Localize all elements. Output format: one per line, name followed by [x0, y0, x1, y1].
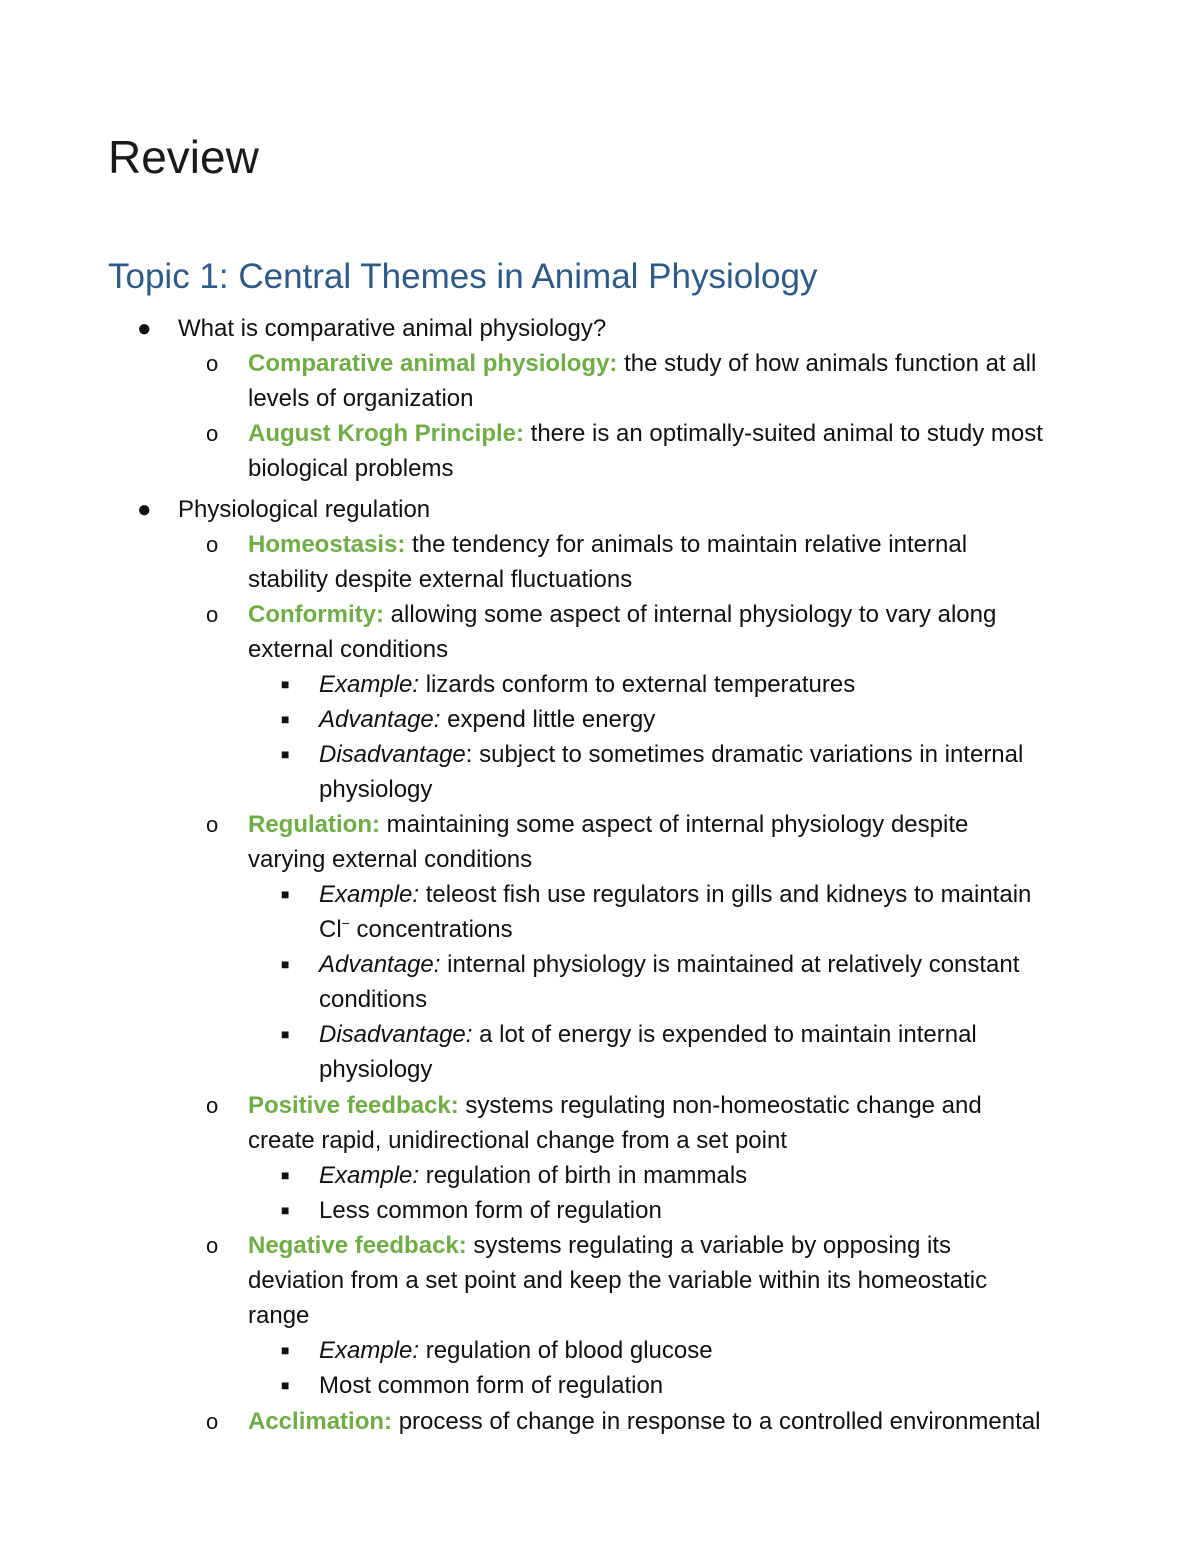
term-label: Conformity:: [248, 601, 384, 628]
bullet-l3: ■: [281, 1167, 290, 1183]
list-item: [248, 1404, 1040, 1439]
advantage-label: Advantage:: [319, 706, 441, 733]
list-item: [319, 877, 1031, 912]
definition-text: the study of how animals function at all: [617, 350, 1037, 377]
list-item: [319, 737, 1023, 772]
chloride-symbol: Cl: [319, 916, 342, 943]
example-text: concentrations: [349, 916, 513, 943]
list-item: [319, 1158, 747, 1193]
term-label: Positive feedback:: [248, 1092, 459, 1119]
example-text: lizards conform to external temperatures: [419, 671, 856, 698]
list-item: Less common form of regulation: [319, 1197, 662, 1224]
bullet-l3: ■: [281, 1202, 290, 1218]
term-label: Regulation:: [248, 811, 380, 838]
example-text: regulation of blood glucose: [419, 1337, 713, 1364]
advantage-text: expend little energy: [440, 706, 656, 733]
list-item: Most common form of regulation: [319, 1372, 664, 1399]
term-label: Comparative animal physiology:: [248, 350, 618, 377]
term-label: Acclimation:: [248, 1408, 393, 1435]
definition-continuation: levels of organization: [248, 385, 474, 412]
definition-continuation: external conditions: [248, 636, 449, 663]
topic-heading: Topic 1: Central Themes in Animal Physiology: [108, 257, 818, 296]
advantage-continuation: conditions: [319, 986, 428, 1013]
disadvantage-continuation: physiology: [319, 776, 433, 803]
list-item: [319, 702, 655, 737]
definition-continuation: varying external conditions: [248, 846, 533, 873]
definition-continuation: create rapid, unidirectional change from a set point: [248, 1127, 787, 1154]
bullet-l2: o: [206, 602, 219, 627]
list-item: [319, 1017, 977, 1052]
definition-continuation: range: [248, 1302, 310, 1329]
advantage-text: internal physiology is maintained at relatively constant: [440, 951, 1020, 978]
bullet-l3: ■: [281, 956, 290, 972]
list-item: [248, 807, 968, 842]
bullet-l2: o: [206, 532, 219, 557]
bullet-l2: o: [206, 1409, 219, 1434]
definition-text: systems regulating a variable by opposing its: [466, 1232, 952, 1259]
definition-text: allowing some aspect of internal physiology to vary along: [383, 601, 997, 628]
bullet-l3: ■: [281, 711, 290, 727]
list-item: [319, 667, 855, 702]
bullet-l2: o: [206, 1233, 219, 1258]
disadvantage-continuation: physiology: [319, 1056, 433, 1083]
list-item: [248, 1228, 951, 1263]
disadvantage-text: : subject to sometimes dramatic variations in internal: [465, 741, 1024, 768]
bullet-l3: ■: [281, 676, 290, 692]
example-label: Example:: [319, 1162, 420, 1189]
charge-superscript: −: [341, 915, 350, 931]
disadvantage-label: Disadvantage: [319, 741, 466, 768]
term-label: Homeostasis:: [248, 531, 406, 558]
example-label: Example:: [319, 1337, 420, 1364]
example-label: Example:: [319, 671, 420, 698]
bullet-l3: ■: [281, 1377, 290, 1393]
example-text: regulation of birth in mammals: [419, 1162, 748, 1189]
list-item: [319, 947, 1019, 982]
list-item: [319, 1333, 713, 1368]
list-item: Physiological regulation: [178, 496, 431, 523]
definition-continuation: biological problems: [248, 455, 454, 482]
definition-continuation: deviation from a set point and keep the variable within its homeostatic: [248, 1267, 988, 1294]
definition-text: there is an optimally-suited animal to study most: [524, 420, 1043, 447]
bullet-l3: ■: [281, 1342, 290, 1358]
definition-text: systems regulating non-homeostatic change and: [458, 1092, 982, 1119]
bullet-l3: ■: [281, 1026, 290, 1042]
bullet-l1: ●: [137, 315, 152, 342]
term-label: Negative feedback:: [248, 1232, 467, 1259]
example-text: teleost fish use regulators in gills and kidneys to maintain: [419, 881, 1032, 908]
bullet-l3: ■: [281, 746, 290, 762]
definition-text: maintaining some aspect of internal physiology despite: [380, 811, 969, 838]
advantage-label: Advantage:: [319, 951, 441, 978]
bullet-l3: ■: [281, 886, 290, 902]
definition-text: the tendency for animals to maintain relative internal: [405, 531, 968, 558]
definition-text: process of change in response to a controlled environmental: [392, 1408, 1041, 1435]
disadvantage-label: Disadvantage:: [319, 1021, 473, 1048]
term-label: August Krogh Principle:: [248, 420, 524, 447]
list-item: [248, 416, 1043, 451]
example-label: Example:: [319, 881, 420, 908]
disadvantage-text: a lot of energy is expended to maintain internal: [472, 1021, 977, 1048]
list-item: [248, 1088, 982, 1123]
page-title: Review: [108, 131, 259, 183]
bullet-l2: o: [206, 351, 219, 376]
bullet-l1: ●: [137, 496, 152, 523]
bullet-l2: o: [206, 812, 219, 837]
list-item: [248, 527, 967, 562]
definition-continuation: stability despite external fluctuations: [248, 566, 633, 593]
bullet-l2: o: [206, 1093, 219, 1118]
bullet-l2: o: [206, 421, 219, 446]
list-item: What is comparative animal physiology?: [178, 315, 607, 342]
list-item: [248, 346, 1036, 381]
example-continuation: [319, 912, 513, 947]
list-item: [248, 597, 996, 632]
